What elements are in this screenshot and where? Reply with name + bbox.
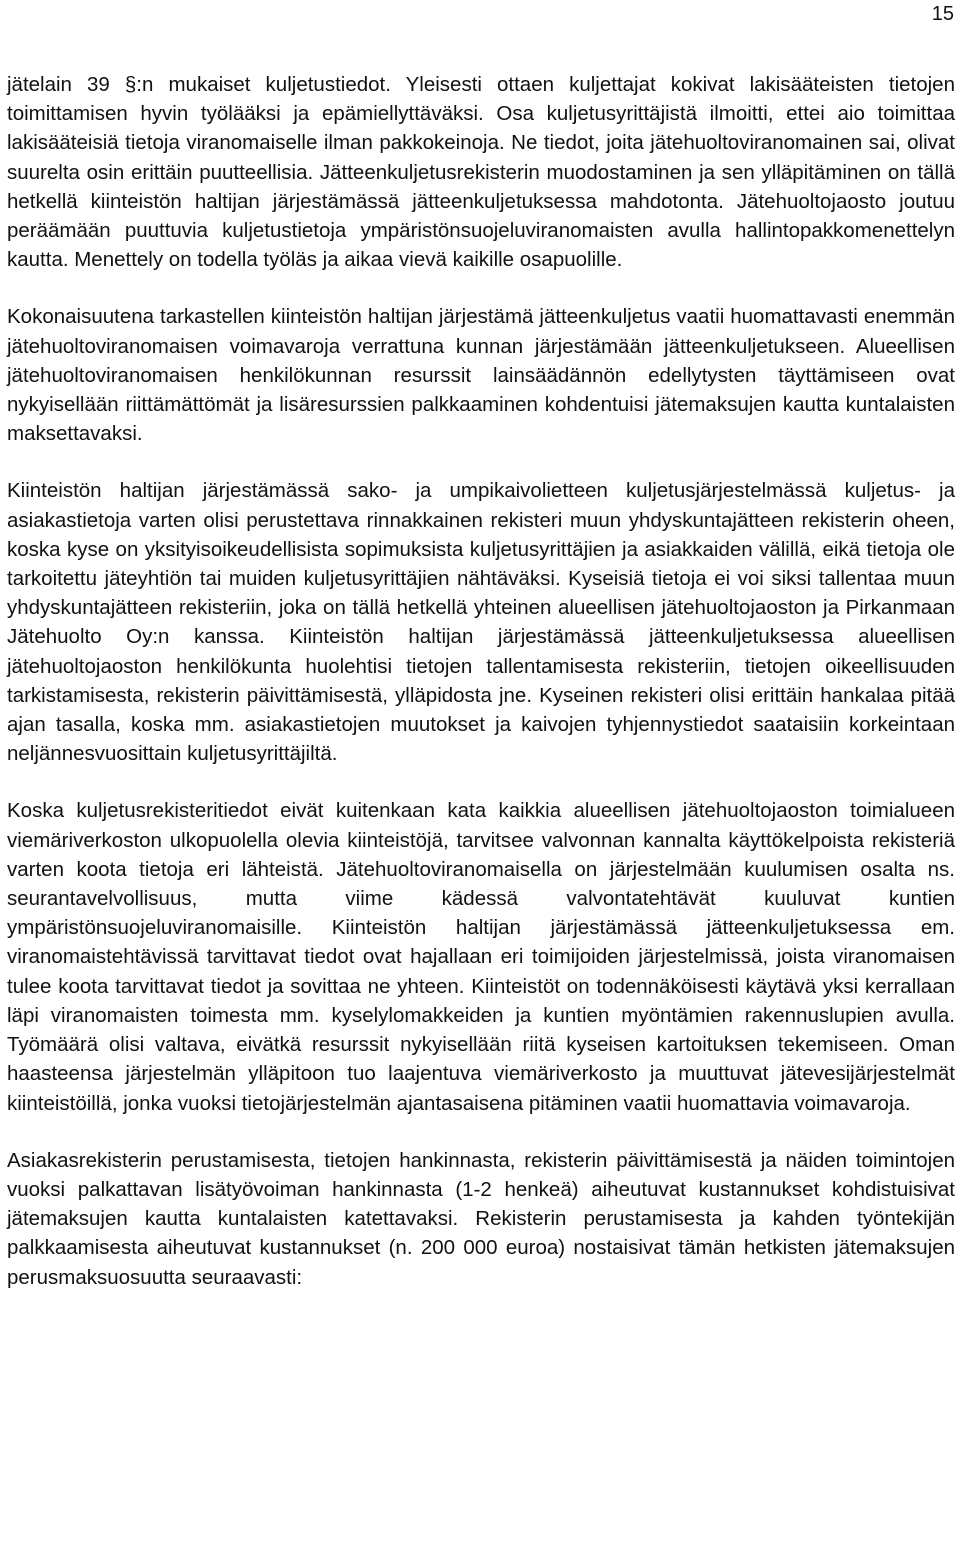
paragraph-costs: Asiakasrekisterin perustamisesta, tietojen hankinnasta, rekisterin päivittämisestä ja näiden toimintojen vuoksi palkattavan lisätyövoiman hankinnasta (1-2 henkeä) aiheutuvat kustannukset kohdistuisivat jätemaksujen kautta kuntalaisten katettavaksi. Rekisterin perustamisesta ja kahden työntekijän palkkaamisesta aiheutuvat kustannukset (n. 200 000 euroa) nostaisivat tämän hetkisten jätemaksujen perusmaksuosuutta seuraavasti: — [7, 1148, 955, 1289]
document-body — [7, 70, 955, 1292]
page-number: 15 — [931, 3, 954, 25]
paragraph-transport-data: jätelain 39 §:n mukaiset kuljetustiedot. Yleisesti ottaen kuljettajat kokivat lakisääteisten tietojen toimittamisen hyvin työlääksi ja epämiellyttäväksi. Osa kuljetusyrittäjistä ilmoitti, ettei aio toimittaa lakisääteisiä tietoja viranomaiselle ilman pakkokeinoja. Ne tiedot, joita jätehuoltoviranomainen sai, olivat suurelta osin erittäin puutteellisia. Jätteenkuljetusrekisterin muodostaminen ja sen ylläpitäminen on tällä hetkellä kiinteistön haltijan järjestämässä jätteenkuljetuksessa mahdotonta. Jätehuoltojaosto joutuu peräämään puuttuvia kuljetustietoja ympäristönsuojeluviranomaisten avulla hallintopakkomenettelyn kautta. Menettely on todella työläs ja aikaa vievä kaikille osapuolille. — [7, 73, 955, 272]
paragraph-parallel-register: Kiinteistön haltijan järjestämässä sako- ja umpikaivolietteen kuljetusjärjestelmässä kuljetus- ja asiakastietoja varten olisi perustettava rinnakkainen rekisteri muun yhdyskuntajätteen rekisterin oheen, koska kyse on yksityisoikeudellisista sopimuksista kuljetusyrittäjien ja asiakkaiden välillä, eikä tietoja ole tarkoitettu jäteyhtiön tai muiden kuljetusyrittäjien nähtäväksi. Kyseisiä tietoja ei voi siksi tallentaa muun yhdyskuntajätteen rekisteriin, joka on tällä hetkellä yhteinen alueellisen jätehuoltojaoston ja Pirkanmaan Jätehuolto Oy:n kanssa. Kiinteistön haltijan järjestämässä jätteenkuljetuksessa alueellisen jätehuoltojaoston henkilökunta huolehtisi tietojen tallentamisesta rekisteriin, tietojen oikeellisuuden tarkistamisesta, rekisterin päivittämisestä, ylläpidosta jne. Kyseinen rekisteri olisi erittäin hankalaa pitää ajan tasalla, koska mm. asiakastietojen muutokset ja kaivojen tyhjennystiedot saataisiin korkeintaan neljännesvuosittain kuljetusyrittäjiltä. — [7, 479, 955, 766]
paragraph-overall-assessment: Kokonaisuutena tarkastellen kiinteistön haltijan järjestämä jätteenkuljetus vaatii huomattavasti enemmän jätehuoltoviranomaisen voimavaroja verrattuna kunnan järjestämään jätteenkuljetukseen. Alueellisen jätehuoltoviranomaisen henkilökunnan resurssit lainsäädännön edellytysten täyttämiseen ovat nykyisellään riittämättömät ja lisäresurssien palkkaaminen kohdentuisi jätemaksujen kautta kuntalaisten maksettavaksi. — [7, 305, 955, 446]
paragraph-monitoring-duty: Koska kuljetusrekisteritiedot eivät kuitenkaan kata kaikkia alueellisen jätehuoltojaoston toimialueen viemäriverkoston ulkopuolella olevia kiinteistöjä, tarvitsee valvonnan kannalta käyttökelpoista rekisteriä varten koota tietoja eri lähteistä. Jätehuoltoviranomaisella on järjestelmään kuulumisen osalta ns. seurantavelvollisuus, mutta viime kädessä valvontatehtävät kuuluvat kuntien ympäristönsuojeluviranomaisille. Kiinteistön haltijan järjestämässä jätteenkuljetuksessa em. viranomaistehtävissä tarvittavat tiedot ovat hajallaan eri toimijoiden järjestelmissä, joista viranomaisen tulee koota tarvittavat tiedot ja sovittaa ne yhteen. Kiinteistöt on todennäköisesti käytävä yksi kerrallaan läpi viranomaisten toimesta mm. kyselylomakkeiden ja kuntien myöntämien rakennuslupien avulla. Työmäärä olisi valtava, eivätkä resurssit nykyisellään riitä kyseisen kartoituksen tekemiseen. Oman haasteensa järjestelmän ylläpitoon tuo laajentuva viemäriverkosto ja muuttuvat jätevesijärjestelmät kiinteistöillä, jonka vuoksi tietojärjestelmän ajantasaisena pitäminen vaatii huomattavia voimavaroja. — [7, 799, 955, 1115]
